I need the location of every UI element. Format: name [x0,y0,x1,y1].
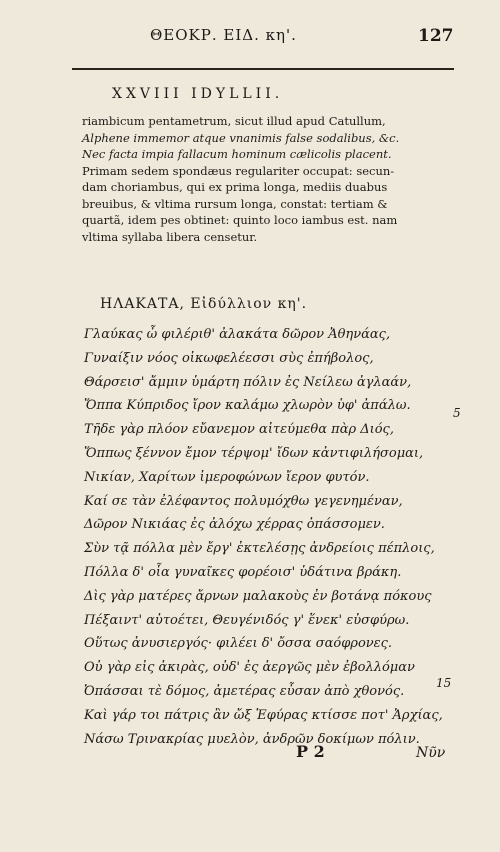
latin-line: quartã, idem pes obtinet: quinto loco iambus est. nam [82,213,398,227]
verse-line: Καὶ γάρ τοι πάτρις ἂν ὤξ Ἐφύρας κτίσσε ποτ' Ἀρχίας, [84,707,443,723]
header-rule [72,68,454,70]
signature-mark: P 2 [296,742,325,761]
catchword: Νῦν [416,745,446,761]
line-number-15: 15 [436,676,452,690]
verse-line: Γυναίξιν νόος οἰκωφελέεσσι σὺς ἐπήβολος, [84,350,374,366]
verse-line: Σὺν τᾷ πόλλα μὲν ἔργ' ἐκτελέσῃς ἀνδρείοις πέπλοις, [84,541,435,557]
latin-line: breuibus, & vltima rursum longa, constat: tertiam & [82,196,388,211]
verse-line: Γλαύκας ὦ φιλέριθ' ἀλακάτα δῶρον Ἀθηνάας, [84,327,391,342]
verse-line: Οὐ γὰρ εἰς ἀκιρὰς, οὐδ' ἐς ἀεργῶς μὲν ἐβολλόμαν [84,660,415,676]
latin-line: Primam sedem spondæus regulariter occupat: secun- [82,163,395,178]
verse-line: Καί σε τὰν ἐλέφαντος πολυμόχθω γεγενημέναν, [84,493,403,509]
verse-line: Νάσω Τρινακρίας μυελὸν, ἀνδρῶν δοκίμων πόλιν. [84,731,420,747]
verse-line: Ὅππως ξέννον ἔμον τέρψομ' ἴδων κἀντιφιλήσομαι, [84,445,424,461]
running-title: ΘΕΟΚΡ. ΕΙΔ. κη'. [150,26,297,44]
latin-line: dam choriambus, qui ex prima longa, mediis duabus [82,180,388,194]
page-number: 127 [418,26,454,46]
verse-line: Πόλλα δ' οἷα γυναῖκες φορέοισ' ὑδάτινα βράκη. [84,564,402,580]
verse-line: Πέξαιντ' αὐτοέτει, Θευγένιδός γ' ἕνεκ' εὐσφύρω. [84,612,410,628]
latin-line: Alphene immemor atque vnanimis false sodalibus, &c. [82,130,400,145]
latin-commentary [82,113,432,245]
section-title: XXVIII IDYLLII. [112,86,284,102]
greek-verses [84,323,443,751]
latin-line: vltima syllaba libera censetur. [82,229,258,244]
verse-line: Τῆδε γὰρ πλόον εὔανεμον αἰτεύμεθα πὰρ Διός, [84,422,394,438]
idyll-title: ΗΛΑΚΑΤΑ, Εἰδύλλιον κη'. [100,296,308,312]
verse-line: Οὕτως ἀνυσιεργός· φιλέει δ' ὄσσα σαόφρονες. [84,636,393,652]
verse-line: Δὶς γὰρ ματέρες ἄρνων μαλακοὺς ἐν βοτάνᾳ πόκους [84,588,432,604]
latin-line: riambicum pentametrum, sicut illud apud Catullum, [82,114,386,128]
verse-line: Ὅππα Κύπριδος ἴρον καλάμω χλωρὸν ὑφ' ἀπάλω. [84,398,411,414]
page-header [0,26,500,50]
verse-line: Νικίαν, Χαρίτων ἰμεροφώνων ἴερον φυτόν. [84,469,370,485]
verse-line: Ὀπάσσαι τὲ δόμος, ἀμετέρας εὖσαν ἀπὸ χθονός. [84,683,405,699]
verse-line: Δῶρον Νικιάας ἐς ἀλόχω χέρρας ὀπάσσομεν. [84,517,385,533]
line-number-5: 5 [453,406,461,420]
verse-line: Θάρσεισ' ἄμμιν ὑμάρτη πόλιν ἐς Νείλεω ἀγλαάν, [84,374,412,390]
latin-line: Nec facta impia fallacum hominum cælicolis placent. [82,147,392,161]
